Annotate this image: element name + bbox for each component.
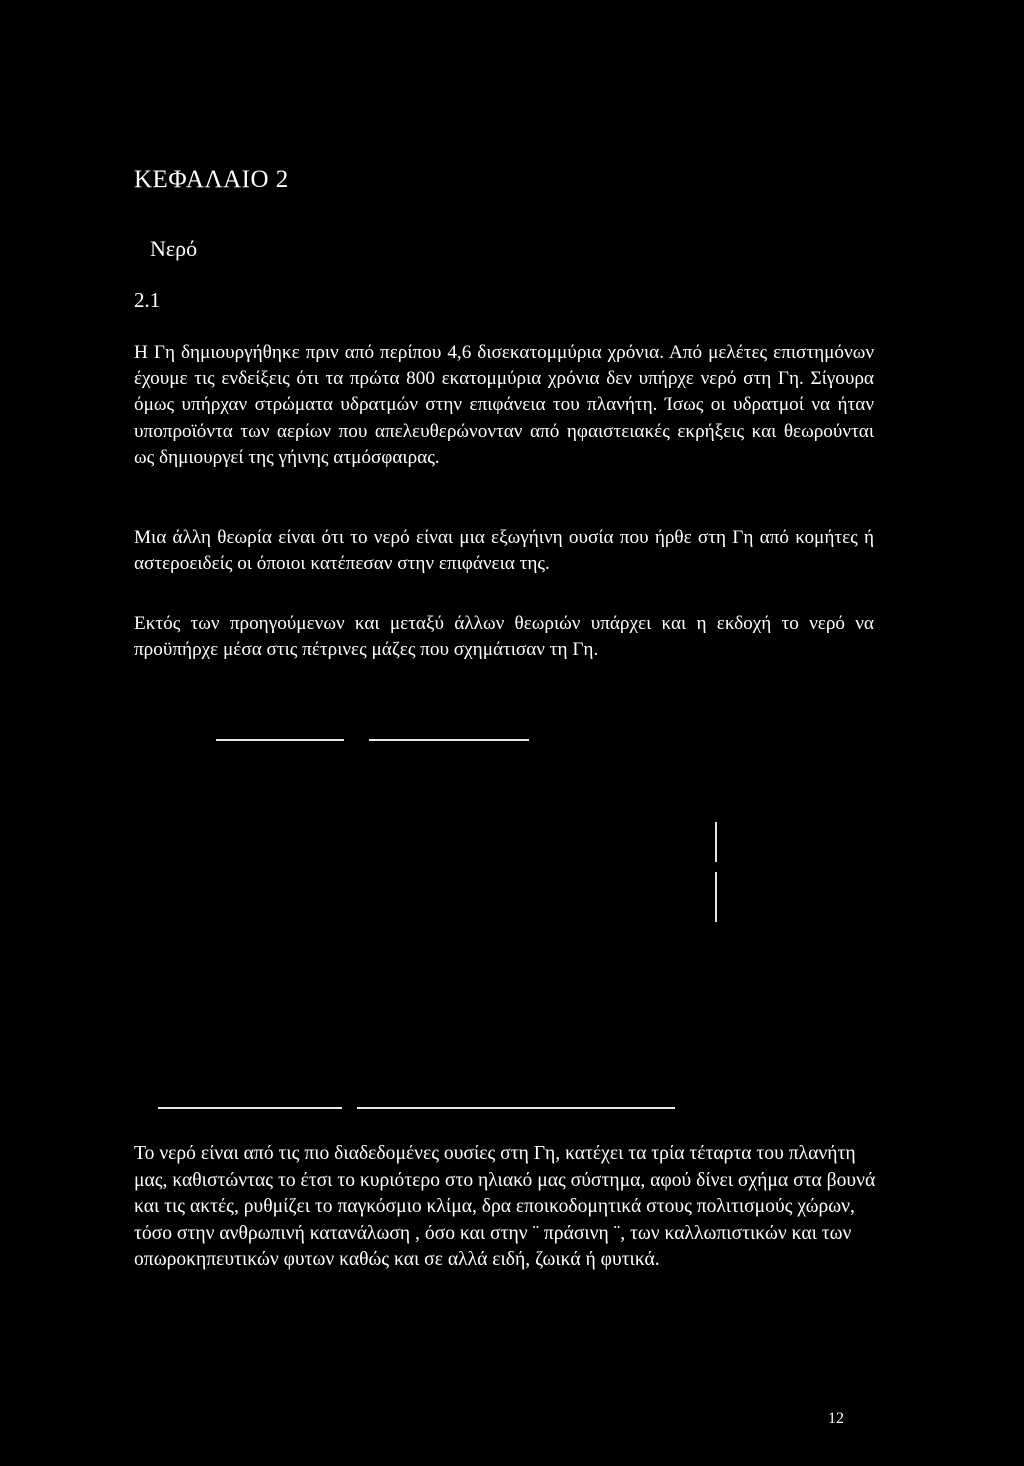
bottom-divider-left xyxy=(158,1107,342,1109)
page-number: 12 xyxy=(828,1410,844,1427)
chapter-title: ΚΕΦΑΛΑΙΟ 2 xyxy=(134,166,289,193)
paragraph-origin: Η Γη δημιουργήθηκε πριν από περίπου 4,6 δισεκατομμύρια χρόνια. Από μελέτες επιστημόνων έχουμε τις ενδείξεις ότι τα πρώτα 800 εκατομμύρια χρόνια δεν υπήρχε νερό στη Γη. Σίγουρα όμως υπήρχαν στρώματα υδρατμών στην επιφάνεια του πλανήτη. Ίσως οι υδρατμοί να ήταν υποπροϊόντα των αερίων που απελευθερώνονταν από ηφαιστειακές εκρήξεις και θεωρούνται ως δημιουργεί της γήινης ατμόσφαιρας. xyxy=(134,342,874,468)
paragraph-preexisting-theory: Εκτός των προηγούμενων και μεταξύ άλλων θεωριών υπάρχει και η εκδοχή το νερό να προϋπήρχε μέσα στις πέτρινες μάζες που σχημάτισαν τη Γη. xyxy=(134,613,874,661)
section-number: 2.1 xyxy=(134,288,161,312)
paragraph-comet-theory: Μια άλλη θεωρία είναι ότι το νερό είναι μια εξωγήινη ουσία που ήρθε στη Γη από κομήτες ή αστεροειδείς οι όποιοι κατέπεσαν στην επιφάνεια της. xyxy=(134,527,874,575)
chapter-subtitle: Νερό xyxy=(150,236,198,261)
top-divider-left xyxy=(216,739,344,741)
top-divider-right xyxy=(369,739,529,741)
water-summary-paragraph: Το νερό είναι από τις πιο διαδεδομένες ουσίες στη Γη, κατέχει τα τρία τέταρτα του πλανήτη μας, καθιστώντας το έτσι το κυριότερο στο ηλιακό μας σύστημα, αφού δίνει σχήμα στα βουνά και τις ακτές, ρυθμίζει το παγκόσμιο κλίμα, δρα εποικοδομητικά στους πολιτισμούς χώρων, τόσο στην ανθρωπινή κατανάλωση , όσο και στην ¨ πράσινη ¨, των καλλωπιστικών και των οπωροκηπευτικών φυτων καθώς και σε αλλά ειδή, ζωικά ή φυτικά. xyxy=(134,1143,876,1270)
margin-mark-line xyxy=(715,872,717,922)
margin-mark-line xyxy=(715,822,717,862)
bottom-divider-right xyxy=(357,1107,675,1109)
